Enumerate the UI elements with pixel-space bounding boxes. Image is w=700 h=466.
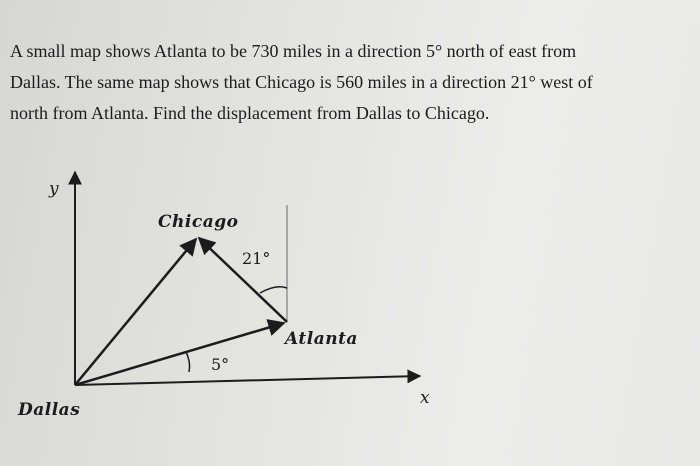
x-axis-label: x <box>420 388 430 408</box>
problem-line-3: north from Atlanta. Find the displacement from Dallas to Chicago. <box>10 103 490 123</box>
dallas-label: Dallas <box>18 400 81 420</box>
problem-line-2: Dallas. The same map shows that Chicago is 560 miles in a direction 21° west of <box>10 72 593 92</box>
y-axis-label: y <box>49 179 59 199</box>
atlanta-label: Atlanta <box>285 329 358 349</box>
angle-label-5: 5° <box>211 355 230 374</box>
vector-dallas-atlanta <box>75 323 284 385</box>
angle-label-21: 21° <box>242 249 271 268</box>
x-axis <box>75 376 420 385</box>
vector-dallas-chicago <box>75 239 196 385</box>
angle-arc-5 <box>186 352 190 372</box>
angle-arc-21 <box>260 287 287 293</box>
chicago-label: Chicago <box>158 212 239 232</box>
problem-line-1: A small map shows Atlanta to be 730 miles in a direction 5° north of east from <box>10 41 577 61</box>
